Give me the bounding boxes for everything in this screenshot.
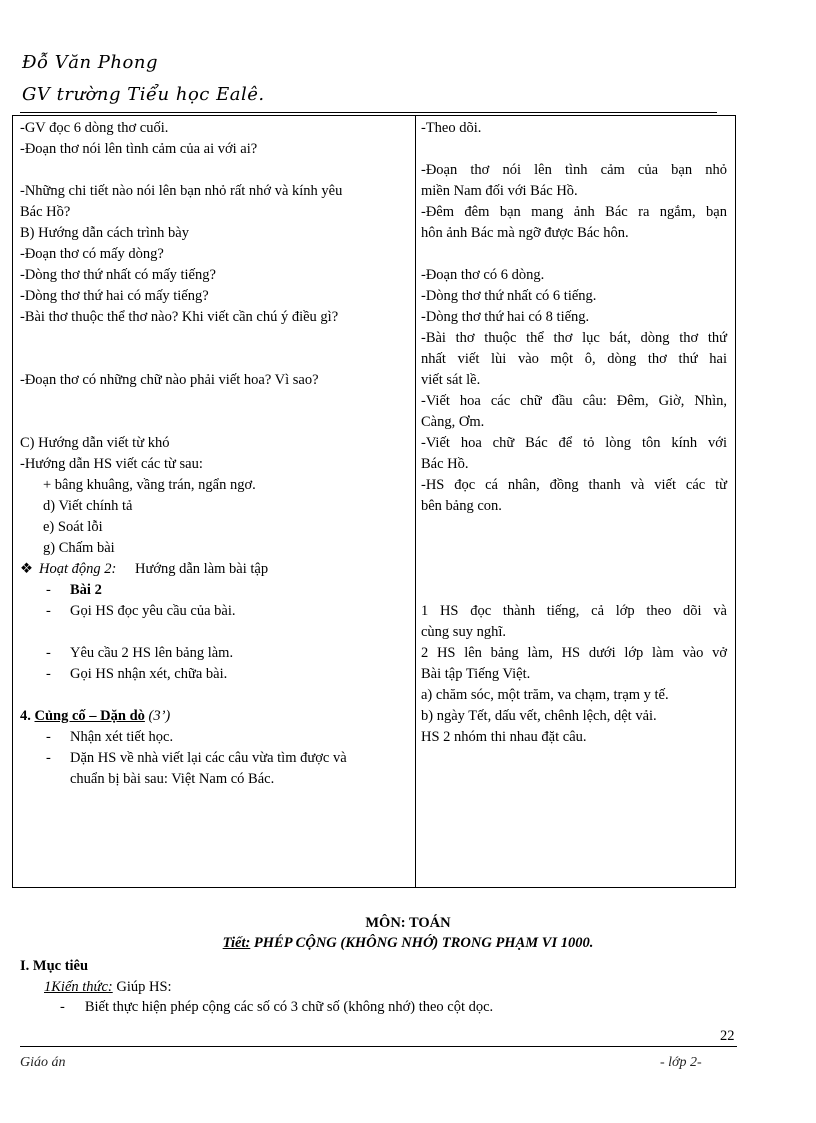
section-title: Củng cố – Dặn dò [34, 708, 145, 724]
right-line: -Bài thơ thuộc thể thơ lục bát, dòng thơ thứ [421, 330, 727, 346]
knowledge-text: Giúp HS: [112, 979, 172, 995]
right-line: a) chăm sóc, một trăm, va chạm, trạm y tế. [421, 687, 669, 703]
dash-bullet: - [46, 666, 51, 682]
right-line: -Viết hoa các chữ đầu câu: Đêm, Giờ, Nhìn, [421, 393, 727, 409]
left-line: -Những chi tiết nào nói lên bạn nhỏ rất nhớ và kính yêu [20, 183, 343, 199]
left-line: Gọi HS đọc yêu cầu của bài. [70, 603, 236, 619]
left-line: e) Soát lỗi [43, 519, 103, 535]
right-line: cùng suy nghĩ. [421, 624, 506, 640]
right-line: -Đoạn thơ nói lên tình cảm của bạn nhỏ [421, 162, 727, 178]
right-line: Bác Hồ. [421, 456, 469, 472]
activity-title: Hướng dẫn làm bài tập [135, 561, 269, 577]
left-line: B) Hướng dẫn cách trình bày [20, 225, 189, 241]
right-line: viết sát lề. [421, 372, 481, 388]
right-line: -Theo dõi. [421, 120, 482, 136]
right-line: -Dòng thơ thứ nhất có 6 tiếng. [421, 288, 597, 304]
dash-bullet: - [60, 999, 65, 1015]
activity-label: Hoạt động 2: [39, 561, 117, 577]
knowledge-label: 1Kiến thức: [44, 979, 113, 995]
right-line: 2 HS lên bảng làm, HS dưới lớp làm vào vở [421, 645, 727, 661]
left-line: Bác Hồ? [20, 204, 71, 220]
left-line: -Đoạn thơ có mấy dòng? [20, 246, 164, 262]
lesson-table [12, 115, 736, 888]
left-line: Gọi HS nhận xét, chữa bài. [70, 666, 228, 682]
knowledge-line [44, 979, 172, 996]
right-line: bên bảng con. [421, 498, 502, 514]
right-line: Bài tập Tiếng Việt. [421, 666, 531, 682]
left-line: Yêu cầu 2 HS lên bảng làm. [70, 645, 234, 661]
left-line: -Dòng thơ thứ nhất có mấy tiếng? [20, 267, 216, 283]
footer-rule [20, 1046, 737, 1047]
right-line: miền Nam đối với Bác Hồ. [421, 183, 578, 199]
right-line: -Viết hoa chữ Bác để tỏ lòng tôn kính với [421, 435, 727, 451]
dash-bullet: - [46, 582, 51, 598]
left-line: Nhận xét tiết học. [70, 729, 174, 745]
footer-right: - lớp 2- [660, 1055, 702, 1070]
section-duration: (3’) [144, 708, 171, 724]
right-line: 1 HS đọc thành tiếng, cả lớp theo dõi và [421, 603, 727, 619]
exercise-title: Bài 2 [70, 582, 102, 598]
left-line: -Đoạn thơ có những chữ nào phải viết hoa? Vì sao? [20, 372, 319, 388]
section-number: 4. [20, 708, 35, 724]
left-line: d) Viết chính tả [43, 498, 133, 514]
column-divider [415, 116, 416, 887]
right-line: -HS đọc cá nhân, đồng thanh và viết các từ [421, 477, 727, 493]
right-line: -Dòng thơ thứ hai có 8 tiếng. [421, 309, 590, 325]
lesson-label: Tiết: [222, 935, 251, 951]
dash-bullet: - [46, 750, 51, 766]
objective-text: Biết thực hiện phép cộng các số có 3 chữ số (không nhớ) theo cột dọc. [84, 999, 494, 1015]
dash-bullet: - [46, 729, 51, 745]
left-line: g) Chấm bài [43, 540, 115, 556]
left-line: Dặn HS về nhà viết lại các câu vừa tìm được và [70, 750, 347, 766]
left-line: -Bài thơ thuộc thể thơ nào? Khi viết cần chú ý điều gì? [20, 309, 339, 325]
left-line: C) Hướng dẫn viết từ khó [20, 435, 170, 451]
author-name: Đỗ Văn Phong [22, 52, 158, 73]
dash-bullet: - [46, 603, 51, 619]
left-line: chuẩn bị bài sau: Việt Nam có Bác. [70, 771, 275, 787]
objectives-heading: I. Mục tiêu [20, 958, 89, 974]
left-line: -Dòng thơ thứ hai có mấy tiếng? [20, 288, 209, 304]
subject-heading: MÔN: TOÁN [365, 915, 451, 931]
lesson-name: PHÉP CỘNG (KHÔNG NHỚ) TRONG PHẠM VI 1000. [250, 935, 594, 951]
left-line: -Đoạn thơ nói lên tình cảm của ai với ai? [20, 141, 258, 157]
left-line: -GV đọc 6 dòng thơ cuối. [20, 120, 169, 136]
left-line: -Hướng dẫn HS viết các từ sau: [20, 456, 203, 472]
right-line: -Đêm đêm bạn mang ảnh Bác ra ngắm, bạn [421, 204, 727, 220]
objective-bullet [60, 999, 493, 1016]
right-line: -Đoạn thơ có 6 dòng. [421, 267, 545, 283]
right-line: b) ngày Tết, dấu vết, chênh lệch, dệt vải. [421, 708, 657, 724]
left-line: + bâng khuâng, vầng trán, ngẩn ngơ. [43, 477, 256, 493]
lesson-title [0, 935, 816, 952]
page-number: 22 [720, 1028, 735, 1044]
dash-bullet: - [46, 645, 51, 661]
right-line: hôn ảnh Bác mà ngỡ được Bác hôn. [421, 225, 629, 241]
header-rule [20, 112, 717, 113]
right-line: Càng, Ơm. [421, 414, 485, 430]
right-line: nhất viết lùi vào một ô, dòng thơ thứ hai [421, 351, 727, 367]
right-line: HS 2 nhóm thi nhau đặt câu. [421, 729, 587, 745]
diamond-bullet-icon: ❖ [20, 561, 33, 577]
author-school: GV trường Tiểu học Ealê. [22, 84, 265, 105]
footer-left: Giáo án [20, 1055, 66, 1070]
section-heading [20, 706, 170, 727]
